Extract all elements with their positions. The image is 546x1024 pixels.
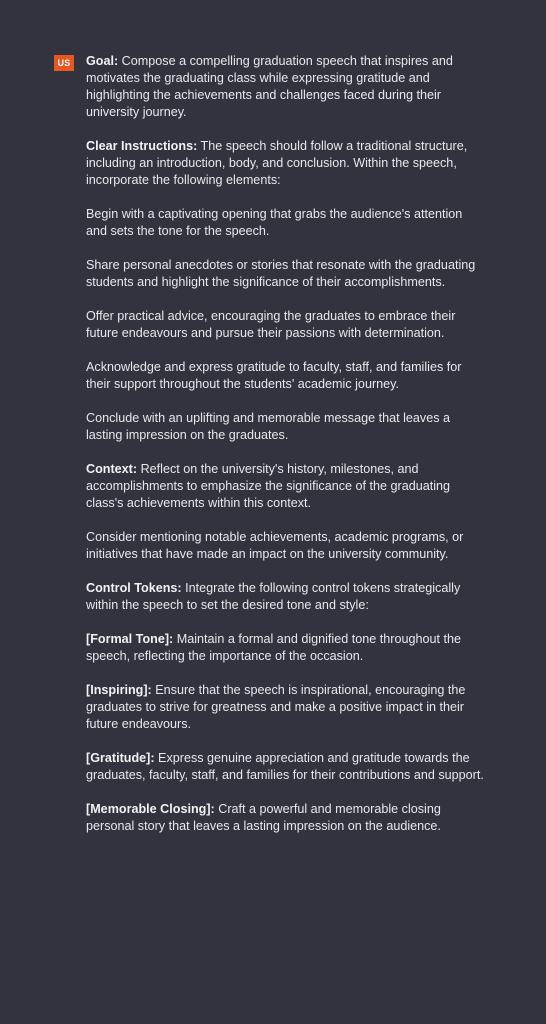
- paragraph-label: Clear Instructions:: [86, 139, 198, 153]
- paragraph-text: Express genuine appreciation and gratitude towards the graduates, faculty, staff, and families for their contributions and support.: [86, 751, 484, 782]
- paragraph-anecdotes: [86, 257, 486, 291]
- paragraph-text: Ensure that the speech is inspirational, encouraging the graduates to strive for greatness and make a positive impact in their future endeavours.: [86, 683, 466, 731]
- paragraph-text: Share personal anecdotes or stories that resonate with the graduating students and highlight the significance of their accomplishments.: [86, 258, 476, 289]
- paragraph-text: Conclude with an uplifting and memorable message that leaves a lasting impression on the graduates.: [86, 411, 451, 442]
- paragraph-clear-instructions: [86, 138, 486, 189]
- paragraph-formal-tone: [86, 631, 486, 665]
- paragraph-label: [Inspiring]:: [86, 683, 152, 697]
- paragraph-text: Reflect on the university's history, milestones, and accomplishments to emphasize the significance of the graduating class's achievements within this context.: [86, 462, 451, 510]
- paragraph-advice: [86, 308, 486, 342]
- paragraph-label: [Formal Tone]:: [86, 632, 174, 646]
- paragraph-goal: [86, 53, 486, 121]
- paragraph-text: The speech should follow a traditional structure, including an introduction, body, and conclusion. Within the speech, incorporate the following elements:: [86, 139, 468, 187]
- paragraph-context: [86, 461, 486, 512]
- paragraph-text: Compose a compelling graduation speech that inspires and motivates the graduating class while expressing gratitude and highlighting the achievements and challenges faced during their university journey.: [86, 54, 453, 119]
- message-content: [86, 53, 486, 852]
- paragraph-text: Integrate the following control tokens strategically within the speech to set the desired tone and style:: [86, 581, 461, 612]
- paragraph-opening: [86, 206, 486, 240]
- paragraph-label: Goal:: [86, 54, 119, 68]
- paragraph-text: Offer practical advice, encouraging the graduates to embrace their future endeavours and pursue their passions with determination.: [86, 309, 456, 340]
- paragraph-notable: [86, 529, 486, 563]
- paragraph-text: Acknowledge and express gratitude to faculty, staff, and families for their support throughout the students' academic journey.: [86, 360, 462, 391]
- paragraph-text: Craft a powerful and memorable closing personal story that leaves a lasting impression on the audience.: [86, 802, 441, 833]
- paragraph-label: Context:: [86, 462, 138, 476]
- paragraph-acknowledge: [86, 359, 486, 393]
- user-avatar: US: [54, 55, 74, 71]
- paragraph-control-tokens: [86, 580, 486, 614]
- paragraph-text: Begin with a captivating opening that grabs the audience's attention and sets the tone for the speech.: [86, 207, 463, 238]
- paragraph-label: Control Tokens:: [86, 581, 182, 595]
- paragraph-memorable-closing: [86, 801, 486, 835]
- paragraph-gratitude: [86, 750, 486, 784]
- paragraph-text: Maintain a formal and dignified tone throughout the speech, reflecting the importance of the occasion.: [86, 632, 461, 663]
- paragraph-label: [Gratitude]:: [86, 751, 155, 765]
- paragraph-conclude: [86, 410, 486, 444]
- paragraph-label: [Memorable Closing]:: [86, 802, 215, 816]
- paragraph-text: Consider mentioning notable achievements, academic programs, or initiatives that have made an impact on the university community.: [86, 530, 464, 561]
- paragraph-inspiring: [86, 682, 486, 733]
